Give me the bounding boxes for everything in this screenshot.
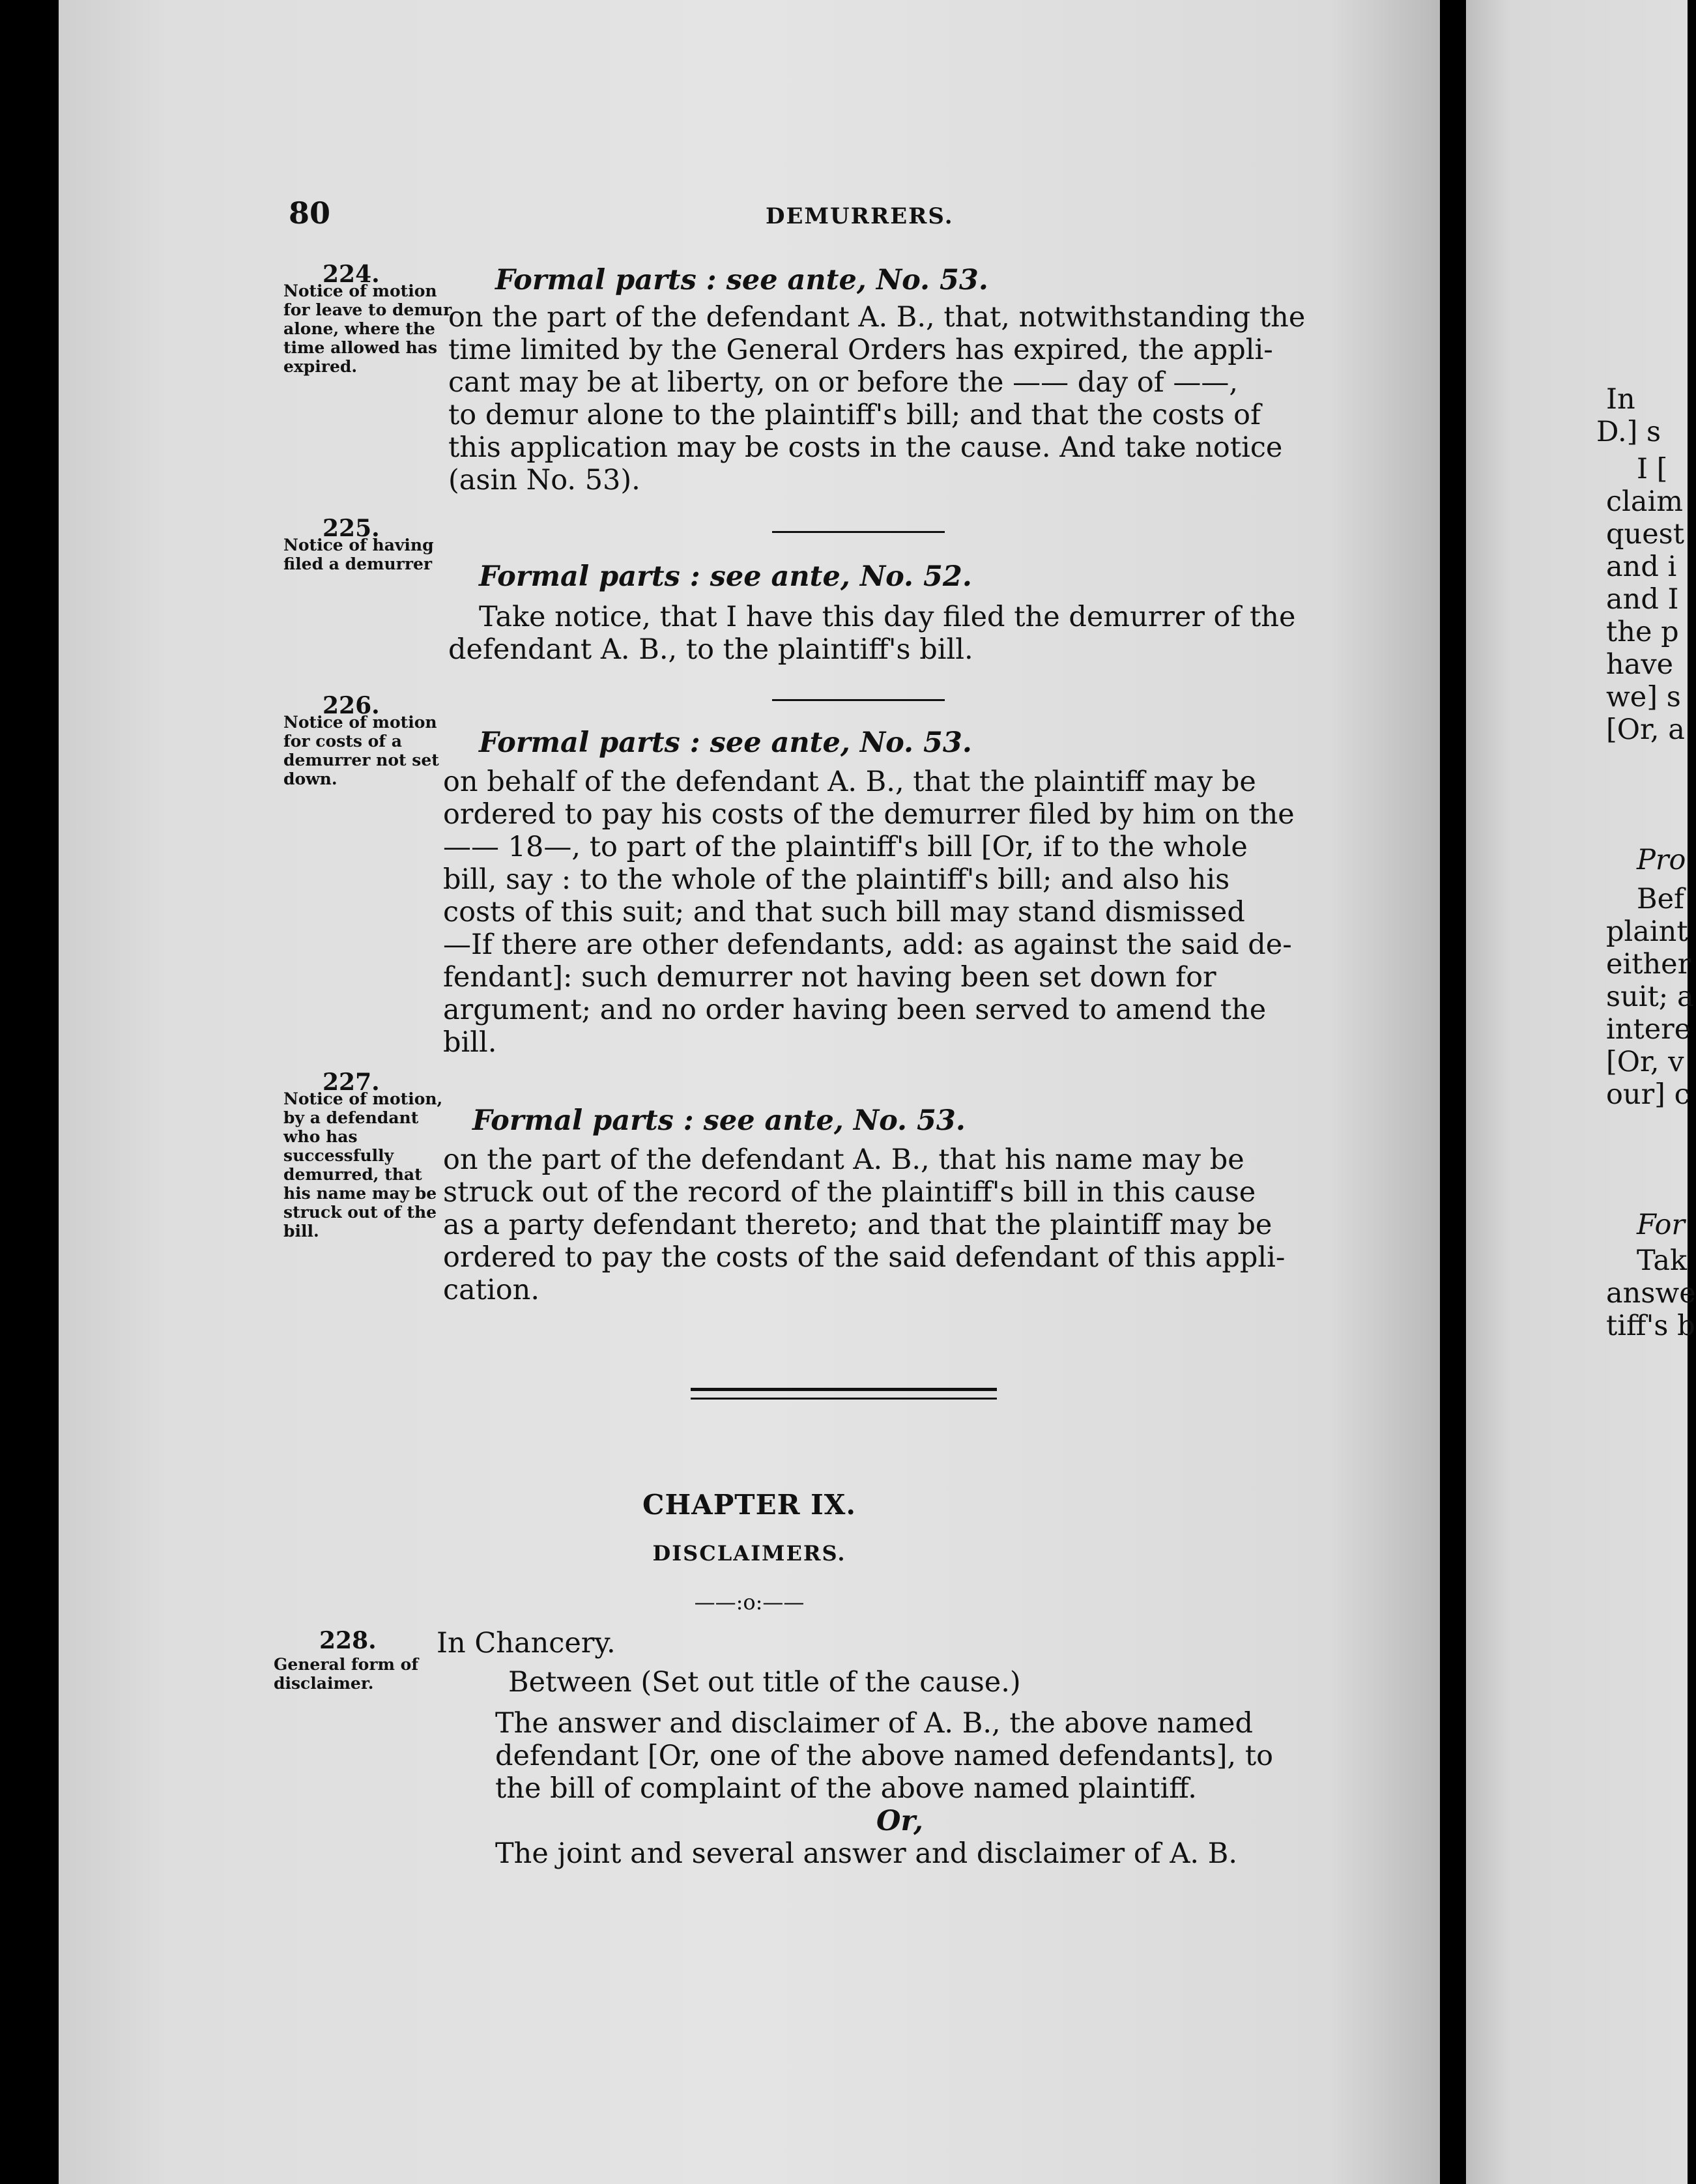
right-fragment: I [ — [1637, 453, 1668, 485]
margin-note-226: Notice of motion for costs of a demurrer not set down. — [283, 713, 439, 788]
body-line: (asin No. 53). — [448, 464, 640, 496]
right-fragment: answe — [1606, 1277, 1696, 1310]
body-line: costs of this suit; and that such bill may stand dismissed — [443, 896, 1245, 928]
formal-parts-226: Formal parts : see ante, No. 53. — [479, 726, 972, 759]
margin-note-228: General form of disclaimer. — [274, 1655, 419, 1693]
formal-parts-227: Formal parts : see ante, No. 53. — [472, 1104, 966, 1137]
section-divider — [772, 531, 945, 533]
margin-note-224: Notice of motion for leave to demur alone, where the time allowed has expired. — [283, 281, 452, 376]
right-fragment: Bef — [1637, 883, 1684, 915]
right-fragment: D.] s — [1596, 416, 1661, 448]
right-fragment: we] s — [1606, 681, 1681, 713]
between-line: Between (Set out title of the cause.) — [508, 1666, 1021, 1699]
body-line: struck out of the record of the plaintiff's bill in this cause — [443, 1176, 1256, 1209]
section-number-224: 224. — [323, 261, 380, 288]
right-fragment: For — [1637, 1209, 1685, 1241]
page-number: 80 — [289, 195, 331, 231]
body-line: bill, say : to the whole of the plaintiff's bill; and also his — [443, 863, 1230, 896]
running-head: DEMURRERS. — [766, 203, 954, 229]
body-line: Take notice, that I have this day filed the demurrer of the — [479, 601, 1296, 633]
body-line: —— 18—, to part of the plaintiff's bill [Or, if to the whole — [443, 831, 1248, 863]
right-fragment: tiff's b — [1606, 1310, 1695, 1342]
right-fragment: Tak — [1637, 1244, 1688, 1277]
body-line: to demur alone to the plaintiff's bill; and that the costs of — [448, 399, 1261, 431]
chapter-rule-top — [691, 1388, 997, 1391]
right-fragment: In — [1606, 383, 1635, 416]
chapter-ornament: ——:o:—— — [694, 1590, 805, 1615]
body-line: defendant [Or, one of the above named defendants], to — [495, 1740, 1274, 1772]
right-fragment: [Or, v — [1606, 1046, 1684, 1078]
right-fragment: either — [1606, 948, 1691, 981]
body-line: as a party defendant thereto; and that the plaintiff may be — [443, 1209, 1272, 1241]
body-line: the bill of complaint of the above named plaintiff. — [495, 1772, 1197, 1805]
chapter-rule-bottom — [691, 1398, 997, 1400]
right-fragment: claim — [1606, 485, 1683, 518]
body-line: cant may be at liberty, on or before the —— day of ——, — [448, 366, 1239, 399]
right-fragment: and I — [1606, 583, 1679, 616]
chapter-title: CHAPTER IX. — [642, 1489, 856, 1521]
section-number-228: 228. — [319, 1627, 377, 1654]
right-fragment: Pro — [1637, 844, 1686, 876]
right-fragment: have — [1606, 648, 1674, 681]
body-line: fendant]: such demurrer not having been set down for — [443, 961, 1216, 994]
body-line: on the part of the defendant A. B., that his name may be — [443, 1143, 1244, 1176]
right-fragment: our] c — [1606, 1078, 1690, 1111]
body-line: on the part of the defendant A. B., that, notwithstanding the — [448, 301, 1306, 334]
formal-parts-225: Formal parts : see ante, No. 52. — [479, 560, 972, 593]
section-number-225: 225. — [323, 515, 380, 542]
court-heading: In Chancery. — [437, 1627, 616, 1660]
body-line: this application may be costs in the cause. And take notice — [448, 431, 1283, 464]
section-divider — [772, 699, 945, 701]
section-number-226: 226. — [323, 692, 380, 719]
body-line: on behalf of the defendant A. B., that the plaintiff may be — [443, 766, 1256, 798]
body-line: cation. — [443, 1274, 540, 1306]
formal-parts-224: Formal parts : see ante, No. 53. — [495, 264, 988, 296]
body-line: argument; and no order having been served to amend the — [443, 994, 1267, 1026]
right-fragment: [Or, a — [1606, 713, 1685, 746]
body-line: The joint and several answer and disclaimer of A. B. — [495, 1837, 1238, 1870]
margin-note-227: Notice of motion, by a defendant who has successfully demurred, that his name may be struck out of the bill. — [283, 1089, 443, 1241]
chapter-subtitle: DISCLAIMERS. — [652, 1541, 846, 1566]
margin-note-225: Notice of having filed a demurrer — [283, 536, 434, 573]
right-page — [1466, 0, 1696, 2184]
right-fragment: suit; a — [1606, 981, 1694, 1013]
body-line: The answer and disclaimer of A. B., the above named — [495, 1707, 1253, 1740]
body-line: —If there are other defendants, add: as against the said de- — [443, 928, 1292, 961]
body-line: defendant A. B., to the plaintiff's bill. — [448, 633, 973, 666]
or-separator: Or, — [876, 1805, 923, 1837]
right-fragment: plaint — [1606, 915, 1688, 948]
body-line: bill. — [443, 1026, 497, 1059]
left-page — [59, 0, 1440, 2184]
right-fragment: quest — [1606, 518, 1685, 551]
body-line: ordered to pay the costs of the said defendant of this appli- — [443, 1241, 1286, 1274]
right-fragment: and i — [1606, 551, 1677, 583]
body-line: ordered to pay his costs of the demurrer filed by him on the — [443, 798, 1295, 831]
section-number-227: 227. — [323, 1069, 380, 1096]
body-line: time limited by the General Orders has expired, the appli- — [448, 334, 1273, 366]
right-fragment: intere — [1606, 1013, 1691, 1046]
right-fragment: the p — [1606, 616, 1679, 648]
